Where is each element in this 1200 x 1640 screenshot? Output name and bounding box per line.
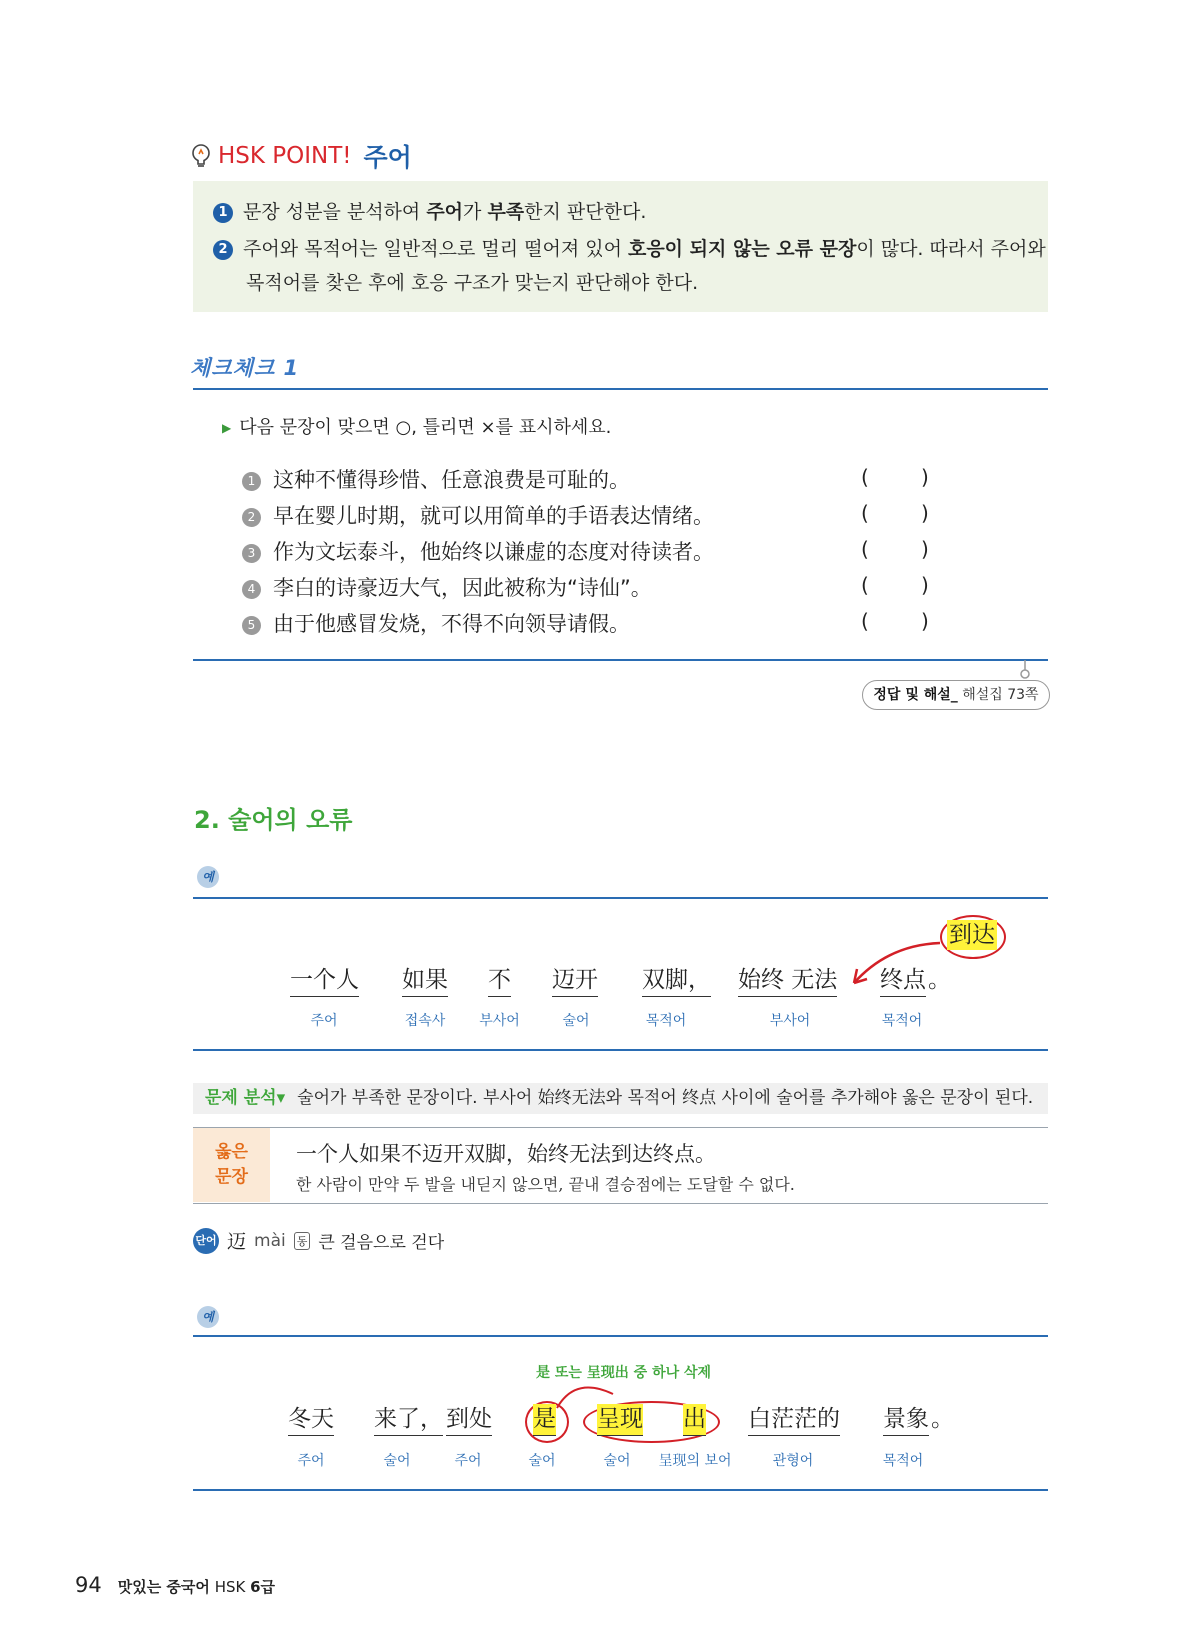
- book-title-bold: 맛있는 중국어: [117, 1578, 210, 1596]
- question-text: 由于他感冒发烧，不得不向领导请假。: [273, 612, 630, 636]
- sentence-word: 白茫茫的: [748, 1404, 840, 1436]
- question-number: 1: [242, 472, 261, 491]
- divider: [193, 897, 1048, 899]
- point-text: 문장 성분을 분석하여: [243, 201, 427, 223]
- answer-page-ref: 해설집 73쪽: [962, 687, 1039, 703]
- divider: [193, 1335, 1048, 1337]
- lightbulb-icon: [190, 143, 212, 169]
- sentence-word: 终点: [880, 965, 926, 997]
- sentence-word: 如果: [402, 965, 448, 997]
- sentence-word: 呈现: [597, 1404, 643, 1436]
- instruction: [222, 413, 611, 439]
- example-icon: 예: [197, 866, 219, 888]
- analysis-bar: [193, 1083, 1048, 1114]
- sentence-word: 双脚，: [642, 965, 711, 997]
- divider: [193, 659, 1048, 661]
- answer-paren-open[interactable]: (: [861, 573, 869, 597]
- question-item: [242, 500, 714, 530]
- role-label: 술어: [528, 1453, 556, 1469]
- book-title: [118, 1576, 275, 1597]
- sentence-word: 是: [533, 1404, 556, 1436]
- point-bold-text: 주어: [426, 201, 464, 223]
- analysis-text: 술어가 부족한 문장이다. 부사어 始终无法와 목적어 终点 사이에 술어를 추가해야 옳은 문장이 된다.: [297, 1088, 1034, 1108]
- question-text: 作为文坛泰斗，他始终以谦虚的态度对待读者。: [273, 540, 714, 564]
- delete-note: 是 또는 呈现出 중 하나 삭제: [536, 1365, 712, 1381]
- divider: [193, 1203, 1048, 1204]
- answer-label: 정답 및 해설_: [873, 687, 958, 703]
- hsk-point-heading: [190, 138, 412, 174]
- section-title: 2. 술어의 오류: [194, 806, 353, 834]
- question-number: 5: [242, 616, 261, 635]
- role-label: 목적어: [882, 1453, 924, 1469]
- point-item-1: [213, 195, 646, 229]
- answer-paren-close: ): [921, 501, 929, 525]
- correct-sentence-label: [193, 1128, 270, 1202]
- answer-reference[interactable]: [862, 680, 1050, 710]
- sentence-word: 到处: [446, 1404, 492, 1436]
- role-label: 관형어: [772, 1453, 814, 1469]
- point-number-1: 1: [213, 203, 233, 223]
- question-item: [242, 464, 630, 494]
- page-number: 94: [75, 1573, 102, 1597]
- role-label: 부사어: [769, 1013, 811, 1029]
- sentence-word: 不: [488, 965, 511, 997]
- pin-icon: [1018, 660, 1032, 680]
- point-bold-text: 부족: [487, 201, 525, 223]
- role-label: 술어: [383, 1453, 411, 1469]
- sentence-word: 冬天: [288, 1404, 334, 1436]
- triangle-icon: ▶: [222, 421, 232, 435]
- vocab-tag-icon: 단어: [193, 1228, 219, 1254]
- question-number: 2: [242, 508, 261, 527]
- role-label: 술어: [562, 1013, 590, 1029]
- answer-paren-open[interactable]: (: [861, 537, 869, 561]
- sentence-word: 来了，: [374, 1404, 443, 1436]
- vocab-pinyin: mài: [254, 1230, 286, 1251]
- correct-label-line: 옳은: [215, 1142, 248, 1162]
- answer-paren-close: ): [921, 573, 929, 597]
- sentence-word: 始终 无法: [738, 965, 837, 997]
- role-label: 주어: [310, 1013, 338, 1029]
- answer-paren-close: ): [921, 537, 929, 561]
- hsk-point-label: HSK POINT!: [218, 143, 352, 169]
- role-label: 목적어: [645, 1013, 687, 1029]
- analysis-label: 문제 분석▾: [205, 1088, 286, 1108]
- divider: [193, 1489, 1048, 1491]
- point-box: [193, 181, 1048, 312]
- point-text: 이 많다. 따라서 주어와: [856, 238, 1046, 260]
- divider: [193, 1127, 1048, 1128]
- hsk-point-topic: 주어: [363, 143, 412, 172]
- correct-sentence-ko: 한 사람이 만약 두 발을 내딛지 않으면, 끝내 결승점에는 도달할 수 없다.: [296, 1175, 795, 1194]
- answer-paren-close: ): [921, 465, 929, 489]
- vocab-line: [193, 1227, 444, 1254]
- question-item: [242, 536, 714, 566]
- sentence-word: 一个人: [290, 965, 359, 997]
- sentence-punct: 。: [931, 1406, 954, 1432]
- vocab-word: 迈: [227, 1231, 247, 1253]
- role-label: 呈现의 보어: [658, 1453, 732, 1469]
- role-label: 목적어: [881, 1013, 923, 1029]
- vocab-pos: 동: [294, 1232, 311, 1250]
- question-text: 李白的诗豪迈大气，因此被称为“诗仙”。: [273, 576, 652, 600]
- answer-paren-open[interactable]: (: [861, 465, 869, 489]
- point-text: 한지 판단한다.: [524, 201, 647, 223]
- question-item: [242, 608, 630, 638]
- point-number-2: 2: [213, 240, 233, 260]
- answer-paren-open[interactable]: (: [861, 609, 869, 633]
- book-title-level: 6급: [250, 1578, 276, 1596]
- sentence-word: 景象: [883, 1404, 929, 1436]
- question-number: 4: [242, 580, 261, 599]
- role-label: 부사어: [479, 1013, 520, 1029]
- point-text: 주어와 목적어는 일반적으로 멀리 떨어져 있어: [243, 238, 628, 260]
- page-footer: [75, 1573, 275, 1597]
- check-title: 체크체크 1: [190, 356, 300, 380]
- divider: [193, 1049, 1048, 1051]
- question-text: 这种不懂得珍惜、任意浪费是可耻的。: [273, 468, 630, 492]
- correct-sentence-zh: 一个人如果不迈开双脚，始终无法到达终点。: [296, 1142, 716, 1166]
- sentence-punct: 。: [928, 967, 951, 993]
- point-item-2-line2: 목적어를 찾은 후에 호응 구조가 맞는지 판단해야 한다.: [246, 272, 699, 294]
- divider: [193, 388, 1048, 390]
- example-icon: 예: [197, 1306, 219, 1328]
- role-label: 주어: [454, 1453, 482, 1469]
- correct-label-line: 문장: [215, 1167, 248, 1187]
- answer-paren-close: ): [921, 609, 929, 633]
- role-label: 접속사: [404, 1013, 446, 1029]
- insert-word: 到达: [949, 922, 995, 948]
- question-item: [242, 572, 652, 602]
- point-bold-text: 호응이 되지 않는 오류 문장: [627, 238, 857, 260]
- answer-paren-open[interactable]: (: [861, 501, 869, 525]
- sentence-word: 出: [683, 1404, 706, 1436]
- role-label: 주어: [297, 1453, 325, 1469]
- book-title-rest: HSK: [214, 1578, 246, 1596]
- sentence-word: 迈开: [552, 965, 598, 997]
- instruction-text: 다음 문장이 맞으면 ○, 틀리면 ×를 표시하세요.: [239, 417, 612, 438]
- question-text: 早在婴儿时期，就可以用简单的手语表达情绪。: [273, 504, 714, 528]
- point-text: 가: [463, 201, 488, 223]
- point-item-2: [213, 232, 1046, 266]
- vocab-meaning: 큰 걸음으로 걷다: [318, 1233, 445, 1253]
- role-label: 술어: [603, 1453, 631, 1469]
- question-number: 3: [242, 544, 261, 563]
